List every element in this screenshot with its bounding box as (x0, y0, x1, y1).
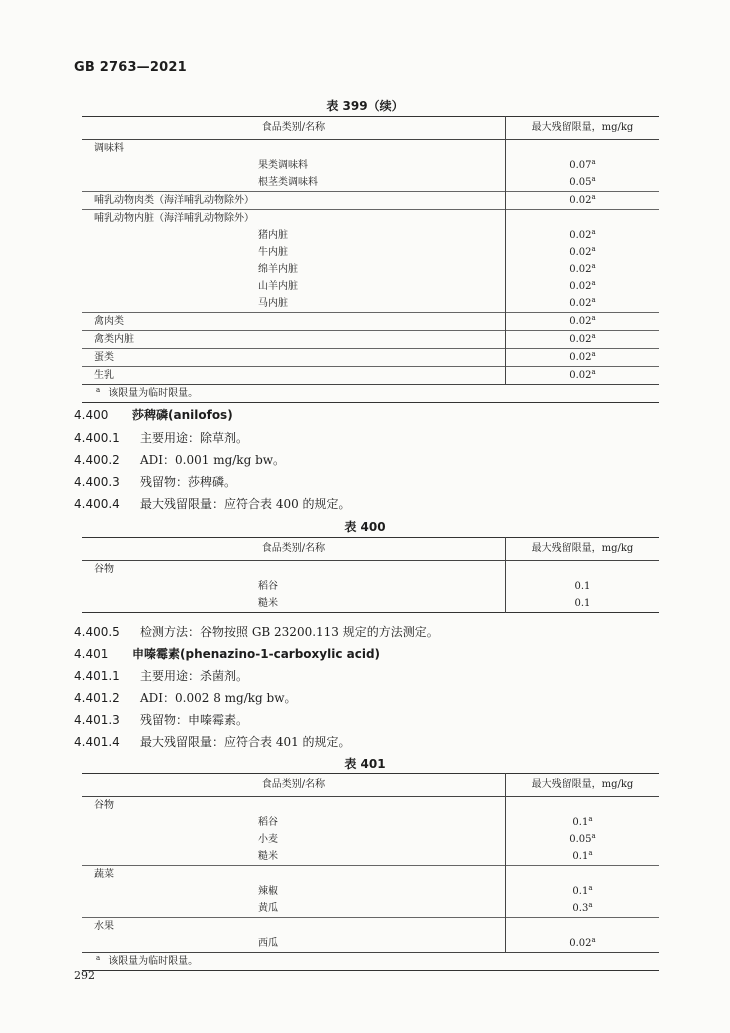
table-row (82, 866, 659, 884)
limit-value-cell (505, 278, 659, 295)
column-header-food: 食品类别/名称 (82, 538, 505, 561)
limit-value: 0.02 (569, 281, 592, 292)
temporary-limit-mark: a (588, 901, 593, 909)
temporary-limit-mark: a (591, 279, 596, 287)
temporary-limit-mark: a (591, 350, 596, 358)
page-number: 292 (74, 969, 95, 982)
clause-4400-2: 4.400.2 ADI：0.001 mg/kg bw。 (74, 453, 286, 467)
limit-value: 0.05 (569, 177, 592, 188)
limit-value: 0.1 (574, 598, 591, 609)
table-row (82, 210, 659, 228)
footnote-text: 该限量为临时限量。 (108, 956, 199, 967)
column-header-food: 食品类别/名称 (82, 117, 505, 140)
table-row (82, 814, 659, 831)
limit-value-cell (505, 331, 659, 349)
section-heading-4401 (74, 646, 380, 662)
food-name-cell: 调味料 (82, 140, 505, 158)
clause-4400-3: 4.400.3 残留物：莎稗磷。 (74, 475, 237, 489)
temporary-limit-mark: a (591, 262, 596, 270)
food-name-cell: 哺乳动物肉类（海洋哺乳动物除外） (82, 192, 505, 210)
table-row (82, 140, 659, 158)
food-name-cell: 禽类内脏 (82, 331, 505, 349)
limit-value: 0.02 (569, 230, 592, 241)
limit-value: 0.1 (572, 817, 589, 828)
limit-value: 0.1 (572, 851, 589, 862)
limit-value: 0.02 (569, 370, 592, 381)
column-header-limit: 最大残留限量，mg/kg (505, 538, 659, 561)
food-name-cell: 果类调味料 (82, 157, 505, 174)
table-row (82, 349, 659, 367)
limit-value-cell (505, 192, 659, 210)
section-heading-4400 (74, 407, 233, 423)
table-row (82, 935, 659, 953)
table-row (82, 313, 659, 331)
limit-value-cell (505, 210, 659, 228)
clause-4400-4: 4.400.4 最大残留限量：应符合表 400 的规定。 (74, 497, 351, 511)
footnote-mark: a (96, 386, 101, 394)
food-name-cell: 西瓜 (82, 935, 505, 953)
table-row (82, 883, 659, 900)
temporary-limit-mark: a (591, 368, 596, 376)
limit-value: 0.02 (569, 938, 592, 949)
table-row (82, 900, 659, 918)
food-name-cell: 黄瓜 (82, 900, 505, 918)
limit-value-cell (505, 295, 659, 313)
food-name-cell: 根茎类调味料 (82, 174, 505, 192)
food-name-cell: 蔬菜 (82, 866, 505, 884)
temporary-limit-mark: a (591, 832, 596, 840)
column-header-food: 食品类别/名称 (82, 774, 505, 797)
clause-4401-4: 4.401.4 最大残留限量：应符合表 401 的规定。 (74, 735, 351, 749)
limit-value-cell (505, 227, 659, 244)
section-number: 4.401 (74, 647, 109, 661)
standard-code: GB 2763—2021 (74, 60, 187, 75)
food-name-cell: 水果 (82, 918, 505, 936)
table-399-caption: 表 399（续） (326, 99, 404, 113)
food-name-cell: 谷物 (82, 561, 505, 579)
limit-value-cell (505, 900, 659, 918)
food-name-cell: 谷物 (82, 797, 505, 815)
food-name-cell: 蛋类 (82, 349, 505, 367)
food-name-cell: 糙米 (82, 848, 505, 866)
table-401 (82, 773, 659, 971)
food-name-cell: 稻谷 (82, 578, 505, 595)
table-row (82, 157, 659, 174)
temporary-limit-mark: a (591, 175, 596, 183)
limit-value-cell (505, 157, 659, 174)
limit-value: 0.1 (574, 581, 591, 592)
clause-4400-1: 4.400.1 主要用途：除草剂。 (74, 431, 249, 445)
limit-value-cell (505, 883, 659, 900)
table-row (82, 367, 659, 385)
table-row (82, 848, 659, 866)
limit-value-cell (505, 313, 659, 331)
limit-value: 0.3 (572, 903, 589, 914)
footnote-text: 该限量为临时限量。 (108, 388, 199, 399)
table-row (82, 797, 659, 815)
table-400 (82, 537, 659, 613)
limit-value-cell (505, 244, 659, 261)
food-name-cell: 猪内脏 (82, 227, 505, 244)
limit-value-cell (505, 918, 659, 936)
temporary-limit-mark: a (591, 296, 596, 304)
limit-value-cell (505, 561, 659, 579)
limit-value-cell (505, 866, 659, 884)
limit-value: 0.02 (569, 352, 592, 363)
clause-4401-1: 4.401.1 主要用途：杀菌剂。 (74, 669, 249, 683)
table-footnote (82, 385, 659, 403)
food-name-cell: 马内脏 (82, 295, 505, 313)
limit-value: 0.07 (569, 160, 592, 171)
table-401-caption: 表 401 (344, 757, 386, 771)
temporary-limit-mark: a (591, 193, 596, 201)
column-header-limit: 最大残留限量，mg/kg (505, 774, 659, 797)
limit-value: 0.1 (572, 886, 589, 897)
table-row (82, 261, 659, 278)
limit-value-cell (505, 848, 659, 866)
limit-value-cell (505, 261, 659, 278)
table-row (82, 278, 659, 295)
section-number: 4.400 (74, 408, 109, 422)
limit-value-cell (505, 595, 659, 613)
table-row (82, 595, 659, 613)
table-400-caption: 表 400 (344, 520, 386, 534)
table-row (82, 561, 659, 579)
table-footnote (82, 953, 659, 971)
limit-value: 0.02 (569, 298, 592, 309)
clause-4400-5: 4.400.5 检测方法：谷物按照 GB 23200.113 规定的方法测定。 (74, 625, 439, 639)
food-name-cell: 山羊内脏 (82, 278, 505, 295)
limit-value-cell (505, 140, 659, 158)
food-name-cell: 糙米 (82, 595, 505, 613)
section-title: 申嗪霉素(phenazino-1-carboxylic acid) (132, 647, 381, 661)
temporary-limit-mark: a (588, 815, 593, 823)
limit-value-cell (505, 174, 659, 192)
limit-value-cell (505, 797, 659, 815)
temporary-limit-mark: a (588, 884, 593, 892)
limit-value: 0.02 (569, 264, 592, 275)
table-row (82, 244, 659, 261)
temporary-limit-mark: a (591, 936, 596, 944)
limit-value-cell (505, 349, 659, 367)
food-name-cell: 辣椒 (82, 883, 505, 900)
table-row (82, 831, 659, 848)
table-399 (82, 116, 659, 403)
limit-value: 0.05 (569, 834, 592, 845)
table-row (82, 295, 659, 313)
temporary-limit-mark: a (591, 158, 596, 166)
table-row (82, 227, 659, 244)
food-name-cell: 小麦 (82, 831, 505, 848)
clause-4401-3: 4.401.3 残留物：申嗪霉素。 (74, 713, 249, 727)
limit-value-cell (505, 814, 659, 831)
limit-value-cell (505, 578, 659, 595)
footnote-mark: a (96, 954, 101, 962)
limit-value: 0.02 (569, 316, 592, 327)
food-name-cell: 生乳 (82, 367, 505, 385)
temporary-limit-mark: a (591, 228, 596, 236)
table-row (82, 578, 659, 595)
food-name-cell: 牛内脏 (82, 244, 505, 261)
limit-value: 0.02 (569, 195, 592, 206)
temporary-limit-mark: a (591, 314, 596, 322)
limit-value: 0.02 (569, 334, 592, 345)
table-row (82, 331, 659, 349)
temporary-limit-mark: a (588, 849, 593, 857)
limit-value-cell (505, 367, 659, 385)
table-row (82, 192, 659, 210)
food-name-cell: 哺乳动物内脏（海洋哺乳动物除外） (82, 210, 505, 228)
column-header-limit: 最大残留限量，mg/kg (505, 117, 659, 140)
temporary-limit-mark: a (591, 245, 596, 253)
table-row (82, 174, 659, 192)
table-row (82, 918, 659, 936)
section-title: 莎稗磷(anilofos) (132, 408, 233, 422)
food-name-cell: 稻谷 (82, 814, 505, 831)
limit-value-cell (505, 935, 659, 953)
temporary-limit-mark: a (591, 332, 596, 340)
food-name-cell: 禽肉类 (82, 313, 505, 331)
clause-4401-2: 4.401.2 ADI：0.002 8 mg/kg bw。 (74, 691, 297, 705)
limit-value-cell (505, 831, 659, 848)
limit-value: 0.02 (569, 247, 592, 258)
food-name-cell: 绵羊内脏 (82, 261, 505, 278)
